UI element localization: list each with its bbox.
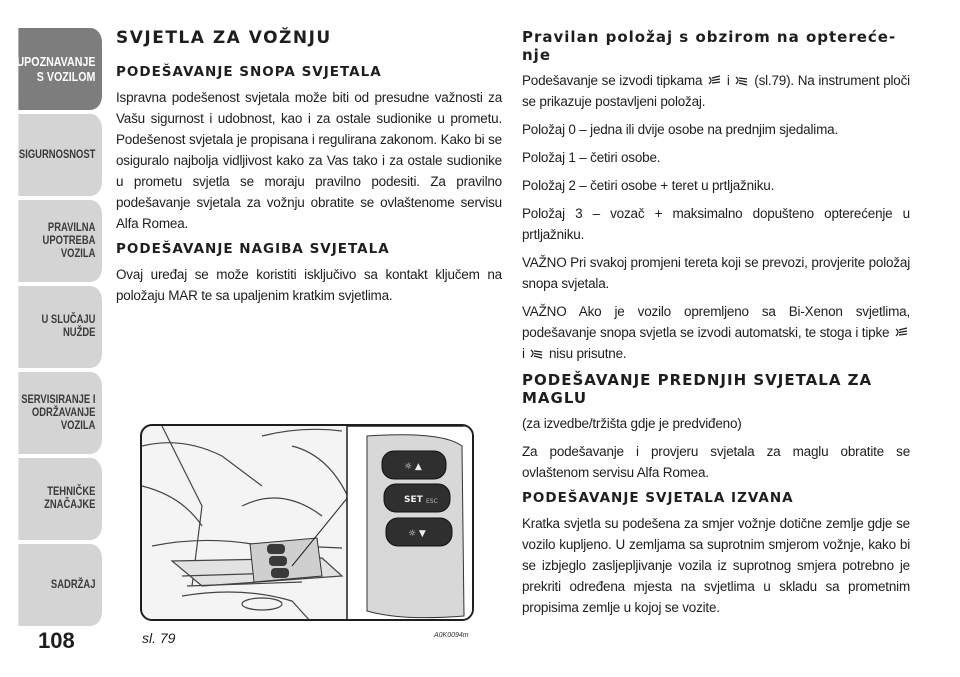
section-heading-fog-lights: PODEŠAVANJE PREDNJIH SVJETALA ZA MAGLU bbox=[522, 371, 873, 407]
left-column bbox=[116, 28, 502, 313]
svg-text:☼ ▼: ☼ ▼ bbox=[408, 529, 426, 539]
section-text-tilt: Ovaj uređaj se može koristiti isključivo sa kontakt ključem na položaju MAR te sa upaljenim kratkim svjetlima. bbox=[116, 267, 502, 303]
tab-sadrzaj[interactable]: SADRŽAJ bbox=[18, 544, 102, 626]
position-1: Položaj 1 – četiri osobe. bbox=[522, 150, 661, 165]
position-0: Položaj 0 – jedna ili dvije osobe na prednjim sjedalima. bbox=[522, 122, 838, 137]
svg-text:ESC: ESC bbox=[426, 498, 438, 505]
right-column bbox=[522, 28, 910, 625]
section-heading-load-position: Pravilan položaj s obzirom na optereće-nje bbox=[522, 28, 897, 64]
tab-upoznavanje[interactable]: UPOZNAVANJE S VOZILOM bbox=[18, 28, 102, 110]
fog-lights-text: Za podešavanje i provjeru svjetala za maglu obratite se ovlaštenom servisu Alfa Romea. bbox=[522, 444, 910, 480]
figure-code: A0K0094m bbox=[434, 632, 469, 639]
section-heading-beam: PODEŠAVANJE SNOPA SVJETALA bbox=[116, 64, 382, 80]
section-heading-tilt: PODEŠAVANJE NAGIBA SVJETALA bbox=[116, 241, 390, 257]
svg-text:☼ ▲: ☼ ▲ bbox=[404, 462, 422, 472]
tab-servisiranje[interactable]: SERVISIRANJE I ODRŽAVANJE VOZILA bbox=[18, 372, 102, 454]
zoomed-switch bbox=[367, 435, 464, 618]
svg-text:SET: SET bbox=[404, 495, 423, 505]
position-2: Položaj 2 – četiri osobe + teret u prtljažniku. bbox=[522, 178, 775, 193]
headlight-down-icon bbox=[735, 75, 748, 86]
note-bixenon: VAŽNO Ako je vozilo opremljeno sa Bi-Xenon svjetlima, podešavanje snopa svjetla se izvodi automatski, te stoga i tipke i nisu prisutne. bbox=[522, 304, 910, 361]
abroad-text: Kratka svjetla su podešena za smjer vožnje dotične zemlje gdje se vozilo kupljeno. U zemljama sa suprotnim smjerom vožnje, kako bi se izbjeglo zasljepljivanje vozila iz suprotnog smjera potrebno je prekriti određena mjesta na svjetlima u skladu sa prometnim propisima zemlje u kojoj se vozite. bbox=[522, 516, 910, 615]
page-title: SVJETLA ZA VOŽNJU bbox=[116, 28, 332, 48]
section-text-beam: Ispravna podešenost svjetala može biti od presudne važnosti za Vašu sigurnost i udobnost, kao i za ostale sudionike u prometu. Podešenost svjetala je propisana i regulirana zakonom. Kako bi se osiguralo najbolja vidljivost kako za Vas tako i za ostale sudionike u prometu svjetla se moraju pravilno podesiti. Za pravilno podešavanje svjetala za vožnju obratite se ovlaštenome servisu Alfa Romea. bbox=[116, 90, 502, 231]
tab-u-slucaju-nuzde[interactable]: U SLUČAJU NUŽDE bbox=[18, 286, 102, 368]
dashboard-illustration bbox=[142, 426, 474, 621]
section-heading-abroad: PODEŠAVANJE SVJETALA IZVANA bbox=[522, 490, 794, 506]
tab-pravilna-upotreba[interactable]: PRAVILNA UPOTREBA VOZILA bbox=[18, 200, 102, 282]
tab-tehnicke-znacajke[interactable]: TEHNIČKE ZNAČAJKE bbox=[18, 458, 102, 540]
headlight-up-icon bbox=[895, 327, 908, 338]
figure-caption: sl. 79 bbox=[142, 630, 176, 646]
fog-lights-note: (za izvedbe/tržišta gdje je predviđeno) bbox=[522, 416, 742, 431]
intro-paragraph: Podešavanje se izvodi tipkama i (sl.79). Na instrument ploči se prikazuje postavljeni položaj. bbox=[522, 73, 910, 109]
headlight-down-icon bbox=[530, 348, 543, 359]
switch-panel-small bbox=[250, 538, 322, 582]
tab-sigurnosnost[interactable]: SIGURNOSNOST bbox=[18, 114, 102, 196]
position-3: Položaj 3 – vozač + maksimalno dopušteno opterećenje u prtljažniku. bbox=[522, 206, 910, 242]
note-load-change: VAŽNO Pri svakoj promjeni tereta koji se prevozi, provjerite položaj snopa svjetala. bbox=[522, 255, 910, 291]
page-number: 108 bbox=[38, 628, 75, 653]
headlight-up-icon bbox=[708, 75, 721, 86]
figure-headlight-switch bbox=[140, 424, 474, 621]
